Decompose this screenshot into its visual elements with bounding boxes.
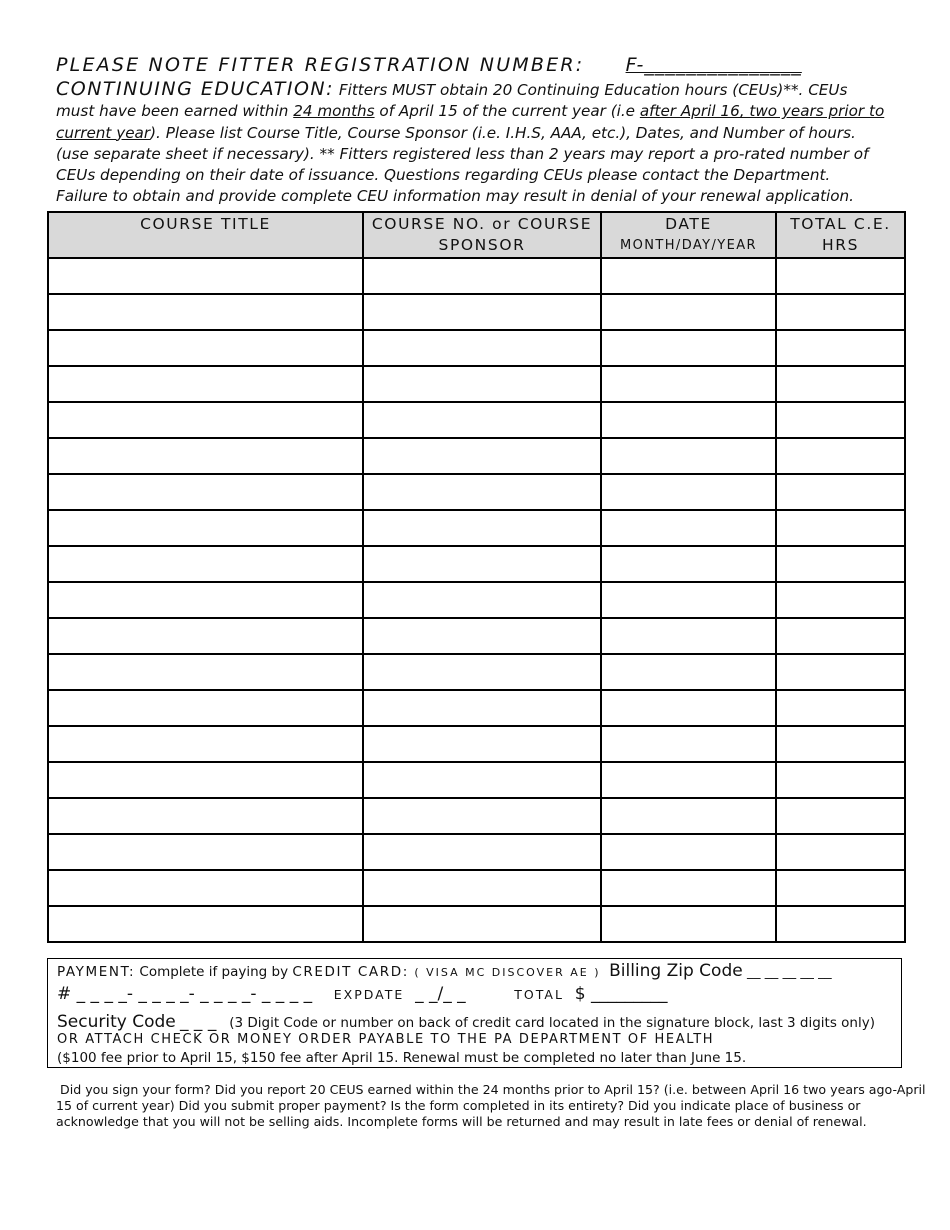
date-cell[interactable] [601, 726, 776, 762]
table-row [48, 582, 905, 618]
course-title-cell[interactable] [48, 330, 363, 366]
total-hours-cell[interactable] [776, 438, 905, 474]
payment-line [57, 961, 832, 981]
course-sponsor-cell[interactable] [363, 510, 601, 546]
course-sponsor-cell[interactable] [363, 726, 601, 762]
date-cell[interactable] [601, 294, 776, 330]
course-sponsor-cell[interactable] [363, 438, 601, 474]
table-row [48, 366, 905, 402]
course-sponsor-cell[interactable] [363, 870, 601, 906]
registration-number-field[interactable]: F-_______________ [625, 54, 802, 76]
course-sponsor-cell[interactable] [363, 690, 601, 726]
total-hours-cell[interactable] [776, 366, 905, 402]
date-cell[interactable] [601, 762, 776, 798]
table-row [48, 402, 905, 438]
course-title-cell[interactable] [48, 402, 363, 438]
course-sponsor-cell[interactable] [363, 366, 601, 402]
continuing-education-text [56, 79, 901, 208]
course-title-cell[interactable] [48, 474, 363, 510]
courses-table [47, 211, 906, 943]
expdate-label: EXPDATE [333, 987, 405, 1002]
security-code-label: Security Code [57, 1012, 176, 1032]
date-cell[interactable] [601, 798, 776, 834]
total-hours-cell[interactable] [776, 798, 905, 834]
table-row [48, 726, 905, 762]
fee-line: ($100 fee prior to April 15, $150 fee after April 15. Renewal must be completed no later than June 15. [57, 1050, 747, 1066]
course-sponsor-cell[interactable] [363, 654, 601, 690]
payment-desc: Complete if paying by [135, 964, 293, 980]
total-hours-cell[interactable] [776, 834, 905, 870]
footer-line-2: 15 of current year) Did you submit proper payment? Is the form completed in its entirety? Did you indicate place of business or [56, 1098, 861, 1113]
table-row [48, 474, 905, 510]
course-sponsor-cell[interactable] [363, 330, 601, 366]
ce-line-4: (use separate sheet if necessary). ** Fitters registered less than 2 years may report a pro-rated number of [56, 144, 869, 163]
course-title-cell[interactable] [48, 762, 363, 798]
course-title-cell[interactable] [48, 906, 363, 942]
continuing-education-heading: CONTINUING EDUCATION: [56, 78, 335, 100]
table-row [48, 798, 905, 834]
table-row [48, 618, 905, 654]
course-sponsor-cell[interactable] [363, 546, 601, 582]
table-row [48, 654, 905, 690]
total-hours-cell[interactable] [776, 546, 905, 582]
date-cell[interactable] [601, 906, 776, 942]
ce-line-2b: of April 15 of the current year (i.e [374, 102, 640, 121]
course-title-cell[interactable] [48, 582, 363, 618]
date-cell[interactable] [601, 258, 776, 294]
table-row [48, 294, 905, 330]
ce-line-6: Failure to obtain and provide complete CEU information may result in denial of your renewal application. [56, 187, 855, 206]
security-code-line [57, 1012, 875, 1032]
total-hours-cell[interactable] [776, 510, 905, 546]
total-hours-cell[interactable] [776, 762, 905, 798]
total-hours-cell[interactable] [776, 258, 905, 294]
security-code-note: (3 Digit Code or number on back of credit card located in the signature block, last 3 digits only) [229, 1015, 875, 1031]
table-row [48, 330, 905, 366]
course-sponsor-cell[interactable] [363, 402, 601, 438]
course-sponsor-cell[interactable] [363, 834, 601, 870]
billing-zip-label: Billing Zip Code [609, 961, 743, 981]
total-hours-cell[interactable] [776, 906, 905, 942]
date-cell[interactable] [601, 474, 776, 510]
total-hours-cell[interactable] [776, 726, 905, 762]
header-course-title: COURSE TITLE [48, 212, 363, 258]
date-cell[interactable] [601, 870, 776, 906]
header-total-hours: TOTAL C.E. HRS [776, 212, 905, 258]
course-sponsor-cell[interactable] [363, 906, 601, 942]
security-code-field[interactable]: _ _ _ [180, 1012, 217, 1032]
course-title-cell[interactable] [48, 726, 363, 762]
table-row [48, 834, 905, 870]
date-cell[interactable] [601, 510, 776, 546]
total-label: TOTAL [514, 987, 564, 1002]
ce-line-5: CEUs depending on their date of issuance. Questions regarding CEUs please contact the Department. [56, 166, 831, 185]
date-cell[interactable] [601, 690, 776, 726]
ce-current-year: current year [56, 123, 151, 142]
table-row [48, 906, 905, 942]
course-sponsor-cell[interactable] [363, 474, 601, 510]
course-title-cell[interactable] [48, 366, 363, 402]
footer-line-3: acknowledge that you will not be selling aids. Incomplete forms will be returned and may result in late fees or denial of renewal. [56, 1114, 867, 1129]
table-row [48, 258, 905, 294]
total-field[interactable]: $ _________ [574, 984, 668, 1004]
course-title-cell[interactable] [48, 618, 363, 654]
date-cell[interactable] [601, 402, 776, 438]
registration-line [56, 54, 802, 76]
header-date-format: MONTH/DAY/YEAR [620, 238, 757, 253]
course-title-cell[interactable] [48, 294, 363, 330]
total-hours-cell[interactable] [776, 654, 905, 690]
course-title-cell[interactable] [48, 870, 363, 906]
table-row [48, 690, 905, 726]
course-sponsor-cell[interactable] [363, 798, 601, 834]
header-course-no-sponsor: COURSE NO. or COURSE SPONSOR [363, 212, 601, 258]
total-hours-cell[interactable] [776, 402, 905, 438]
footer-line-1: Did you sign your form? Did you report 20 CEUS earned within the 24 months prior to April 15? (i.e. between April 16 two years ago-April [60, 1082, 926, 1097]
table-header-row [48, 212, 905, 258]
course-title-cell[interactable] [48, 438, 363, 474]
table-row [48, 438, 905, 474]
header-date [601, 212, 776, 258]
course-sponsor-cell[interactable] [363, 294, 601, 330]
table-row [48, 510, 905, 546]
date-cell[interactable] [601, 654, 776, 690]
registration-label: PLEASE NOTE FITTER REGISTRATION NUMBER: [56, 54, 585, 76]
credit-card-label: CREDIT CARD: [292, 964, 409, 980]
total-hours-cell[interactable] [776, 870, 905, 906]
expdate-field[interactable]: _ _/_ _ [415, 984, 466, 1004]
course-title-cell[interactable] [48, 690, 363, 726]
payment-box [47, 958, 902, 1068]
date-cell[interactable] [601, 366, 776, 402]
ce-line-3: ). Please list Course Title, Course Sponsor (i.e. I.H.S, AAA, etc.), Dates, and Number of hours. [150, 123, 856, 142]
ce-24-months: 24 months [293, 102, 375, 121]
payment-label: PAYMENT: [57, 964, 136, 980]
date-cell[interactable] [601, 618, 776, 654]
header-date-label: DATE [665, 215, 712, 233]
ce-line-1: Fitters MUST obtain 20 Continuing Education hours (CEUs)**. CEUs [338, 81, 848, 99]
ce-line-2a: must have been earned within [56, 102, 294, 121]
total-hours-cell[interactable] [776, 690, 905, 726]
total-hours-cell[interactable] [776, 474, 905, 510]
date-cell[interactable] [601, 330, 776, 366]
date-cell[interactable] [601, 582, 776, 618]
table-row [48, 762, 905, 798]
course-title-cell[interactable] [48, 510, 363, 546]
check-line: OR ATTACH CHECK OR MONEY ORDER PAYABLE TO THE PA DEPARTMENT OF HEALTH [57, 1032, 715, 1047]
course-title-cell[interactable] [48, 834, 363, 870]
course-title-cell[interactable] [48, 546, 363, 582]
footer-checklist [56, 1082, 926, 1130]
course-sponsor-cell[interactable] [363, 258, 601, 294]
total-hours-cell[interactable] [776, 618, 905, 654]
table-row [48, 870, 905, 906]
table-row [48, 546, 905, 582]
ce-after-april: after April 16, two years prior to [639, 102, 885, 121]
total-hours-cell[interactable] [776, 294, 905, 330]
date-cell[interactable] [601, 546, 776, 582]
card-types: ( VISA MC DISCOVER AE ) [408, 966, 601, 979]
total-hours-cell[interactable] [776, 330, 905, 366]
course-sponsor-cell[interactable] [363, 762, 601, 798]
date-cell[interactable] [601, 834, 776, 870]
course-title-cell[interactable] [48, 654, 363, 690]
course-sponsor-cell[interactable] [363, 618, 601, 654]
card-number-field[interactable]: # _ _ _ _- _ _ _ _- _ _ _ _- _ _ _ _ [57, 984, 313, 1004]
total-hours-cell[interactable] [776, 582, 905, 618]
course-title-cell[interactable] [48, 258, 363, 294]
card-number-line [57, 984, 667, 1004]
course-sponsor-cell[interactable] [363, 582, 601, 618]
billing-zip-field[interactable]: __ __ __ __ __ [747, 964, 832, 980]
date-cell[interactable] [601, 438, 776, 474]
course-title-cell[interactable] [48, 798, 363, 834]
